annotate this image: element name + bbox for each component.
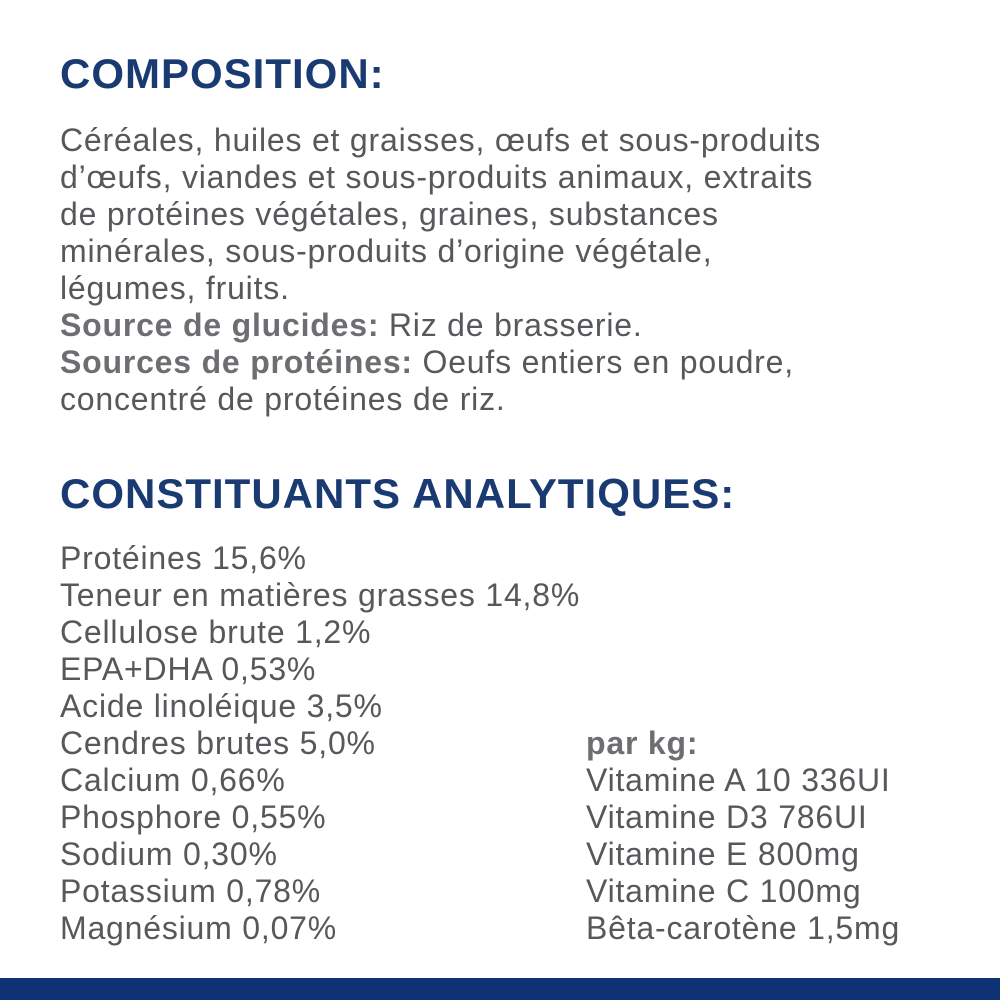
composition-line: d’œufs, viandes et sous-produits animaux, extraits <box>60 159 814 195</box>
source-label: Source de glucides: <box>60 307 380 343</box>
analytical-item: Acide linoléique 3,5% <box>60 688 383 724</box>
vitamin-item: Vitamine A 10 336UI <box>586 762 891 798</box>
vitamin-item: Vitamine D3 786UI <box>586 799 868 835</box>
analytical-item: Calcium 0,66% <box>60 762 286 798</box>
analytical-left-column <box>60 540 580 947</box>
analytical-item: Cellulose brute 1,2% <box>60 614 372 650</box>
analytical-item: Potassium 0,78% <box>60 873 322 909</box>
composition-text <box>60 122 821 418</box>
footer-accent-bar <box>0 978 1000 1000</box>
vitamin-item: Vitamine C 100mg <box>586 873 862 909</box>
per-kg-header: par kg: <box>586 725 699 761</box>
source-value: Riz de brasserie. <box>388 307 643 343</box>
source-value: concentré de protéines de riz. <box>60 381 506 417</box>
source-line <box>60 307 821 344</box>
analytical-item: Phosphore 0,55% <box>60 799 327 835</box>
source-value: Oeufs entiers en poudre, <box>422 344 794 380</box>
composition-title: COMPOSITION: <box>60 50 385 97</box>
source-line <box>60 381 821 418</box>
analytical-item: Protéines 15,6% <box>60 540 307 576</box>
analytical-right-column <box>586 725 900 947</box>
analytical-item: EPA+DHA 0,53% <box>60 651 317 687</box>
analytical-item: Teneur en matières grasses 14,8% <box>60 577 581 613</box>
composition-line: Céréales, huiles et graisses, œufs et sous-produits <box>60 122 822 158</box>
vitamin-item: Bêta-carotène 1,5mg <box>586 910 901 946</box>
analytical-item: Cendres brutes 5,0% <box>60 725 376 761</box>
source-label: Sources de protéines: <box>60 344 413 380</box>
analytical-item: Magnésium 0,07% <box>60 910 338 946</box>
composition-line: de protéines végétales, graines, substances <box>60 196 719 232</box>
composition-line: minérales, sous-produits d’origine végétale, <box>60 233 713 269</box>
analytical-item: Sodium 0,30% <box>60 836 278 872</box>
vitamin-item: Vitamine E 800mg <box>586 836 860 872</box>
source-line <box>60 344 821 381</box>
analytical-title: CONSTITUANTS ANALYTIQUES: <box>60 470 736 517</box>
composition-line: légumes, fruits. <box>60 270 290 306</box>
